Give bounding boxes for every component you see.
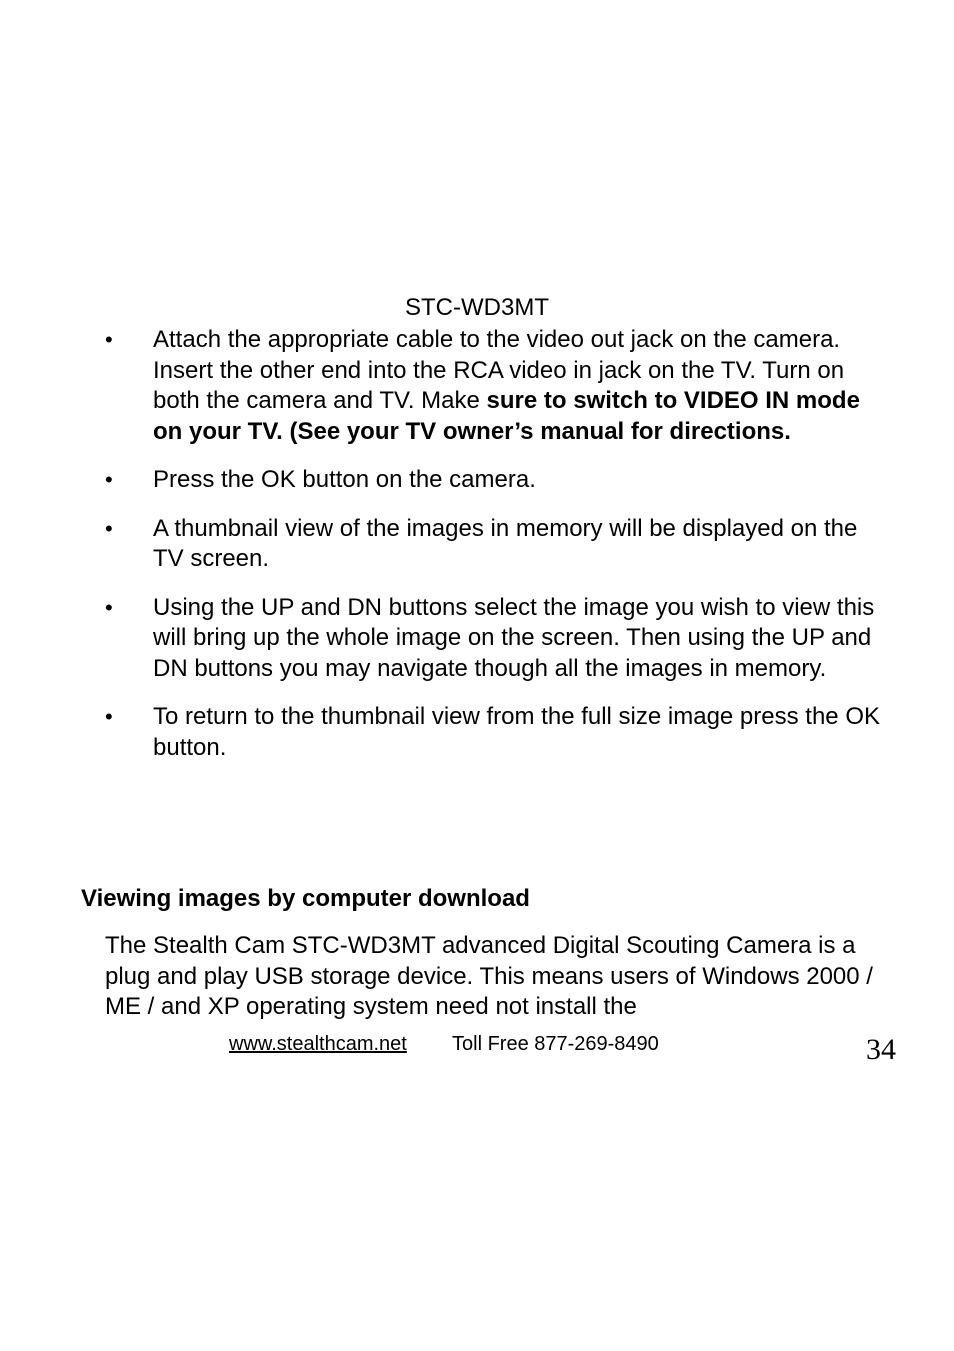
instruction-list: [0, 325, 954, 781]
bullet-icon: •: [105, 515, 113, 541]
section-heading: Viewing images by computer download: [81, 885, 530, 912]
list-item-text: Using the UP and DN buttons select the image you wish to view this will bring up the whole image on the screen. Then using the UP and DN buttons you may navigate though all the images in memory.: [153, 593, 875, 682]
page-number: 34: [866, 1033, 896, 1066]
list-item-emphasis: sure to switch to VIDEO IN mode on your TV. (See your TV owner’s manual for directions.: [153, 387, 860, 445]
list-item: [0, 465, 888, 496]
toll-free-phone: Toll Free 877-269-8490: [452, 1033, 659, 1055]
website-link[interactable]: www.stealthcam.net: [229, 1033, 407, 1055]
bullet-icon: •: [105, 704, 113, 729]
list-item-text: A thumbnail view of the images in memory will be displayed on the TV screen.: [153, 514, 858, 572]
list-item-text: Press the OK button on the camera.: [153, 466, 536, 493]
list-item-text: To return to the thumbnail view from the full size image press the OK button.: [153, 703, 880, 761]
list-item-text: Attach the appropriate cable to the video out jack on the camera. Insert the other end into the RCA video in jack on the TV. Turn on both the camera and TV. Make: [153, 326, 845, 414]
bullet-icon: •: [105, 327, 113, 352]
list-item: [0, 593, 888, 685]
list-item: [0, 514, 888, 575]
page-header-model: STC-WD3MT: [405, 294, 549, 321]
bullet-icon: •: [105, 467, 113, 492]
bullet-icon: •: [105, 594, 113, 620]
list-item: [0, 325, 888, 447]
list-item: [0, 702, 888, 763]
section-body: The Stealth Cam STC-WD3MT advanced Digital Scouting Camera is a plug and play USB storage device. This means users of Windows 2000 / ME / and XP operating system need not install the: [105, 932, 873, 1020]
